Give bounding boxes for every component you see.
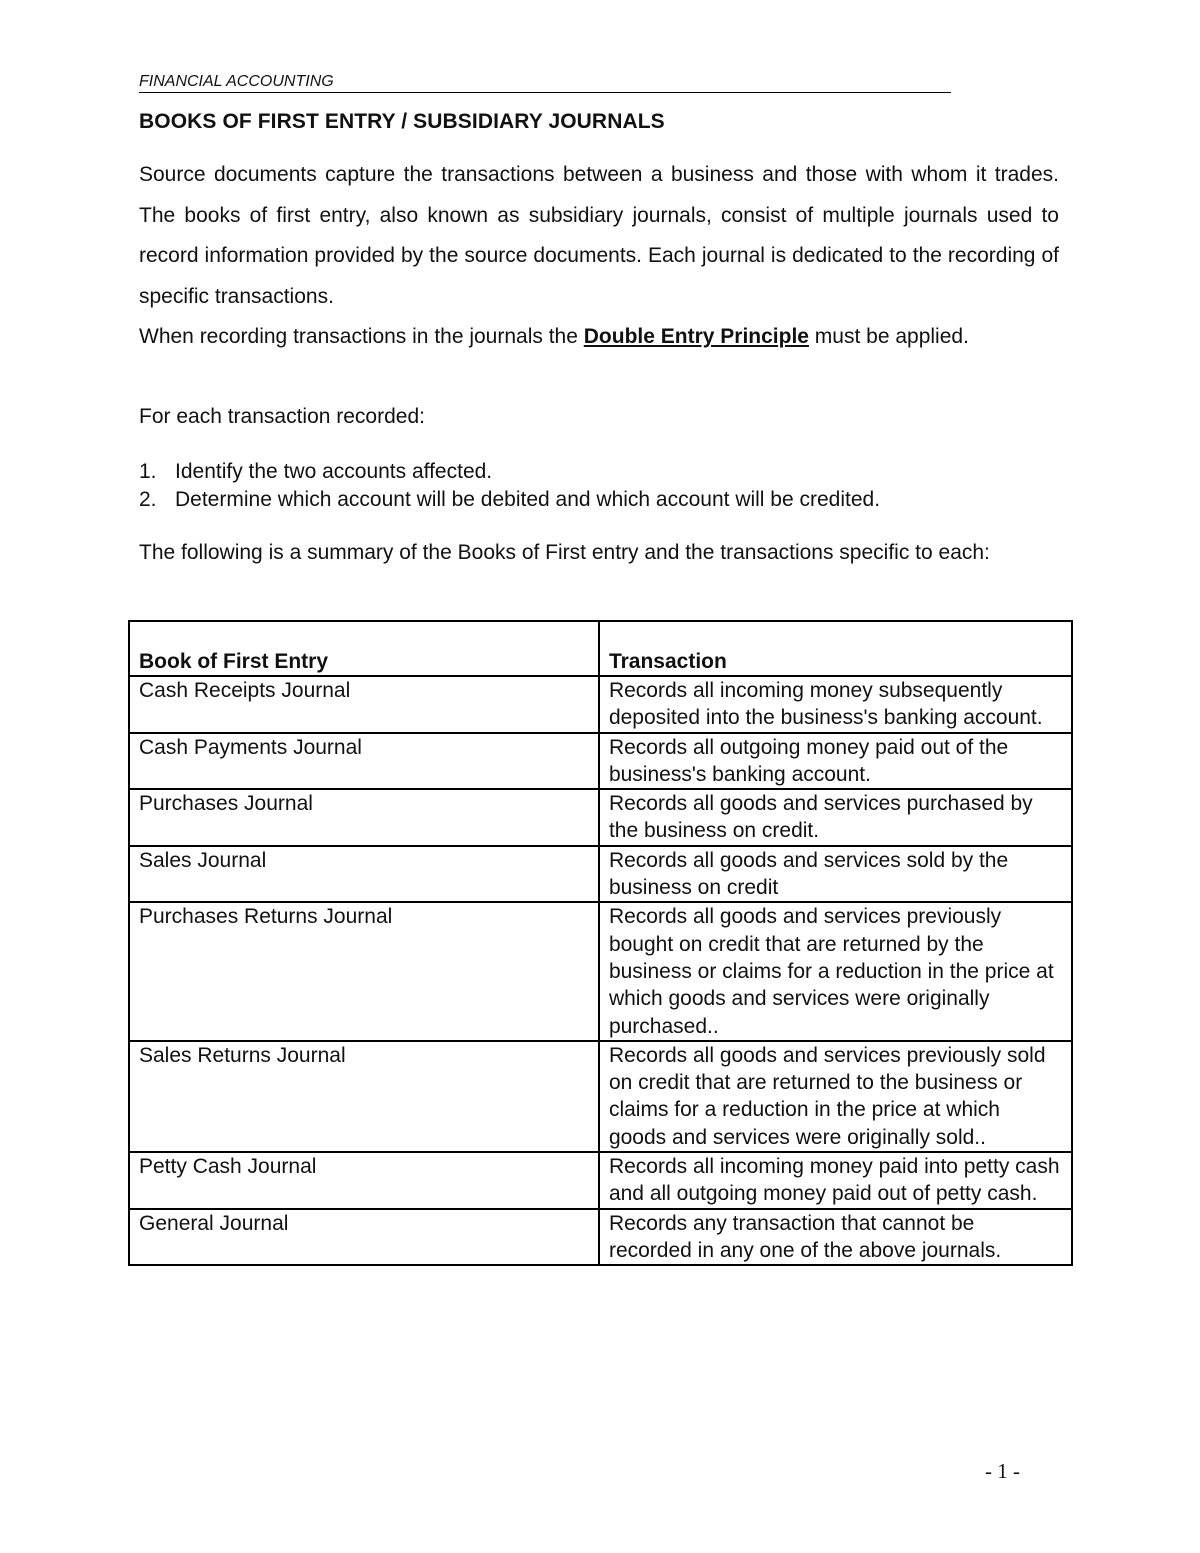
journals-table	[128, 620, 1073, 1266]
for-each-heading: For each transaction recorded:	[139, 405, 425, 428]
transaction-cell: Records all goods and services purchased by the business on credit.	[599, 789, 1072, 846]
table-row	[129, 1041, 1072, 1152]
book-cell: Sales Returns Journal	[129, 1041, 599, 1152]
step-number: 1.	[139, 460, 157, 483]
list-item	[139, 486, 1059, 514]
step-text: Determine which account will be debited and which account will be credited.	[175, 488, 881, 511]
column-header-transaction: Transaction	[599, 621, 1072, 676]
column-header-book: Book of First Entry	[129, 621, 599, 676]
book-cell: General Journal	[129, 1209, 599, 1266]
table-row	[129, 1209, 1072, 1266]
table-header-row	[129, 621, 1072, 676]
transaction-cell: Records all incoming money subsequently deposited into the business's banking account.	[599, 676, 1072, 733]
document-title: BOOKS OF FIRST ENTRY / SUBSIDIARY JOURNALS	[139, 110, 665, 133]
step-text: Identify the two accounts affected.	[175, 460, 493, 483]
page-number: - 1 -	[985, 1459, 1020, 1483]
transaction-cell: Records all goods and services previously sold on credit that are returned to the business or claims for a reduction in the price at which goods and services were originally sold..	[599, 1041, 1072, 1152]
step-number: 2.	[139, 488, 157, 511]
transaction-cell: Records all incoming money paid into petty cash and all outgoing money paid out of petty cash.	[599, 1152, 1072, 1209]
table-row	[129, 789, 1072, 846]
transaction-cell: Records all goods and services previously bought on credit that are returned by the business or claims for a reduction in the price at which goods and services were originally purchased..	[599, 902, 1072, 1040]
running-header: FINANCIAL ACCOUNTING	[139, 72, 951, 93]
principle-paragraph	[139, 323, 1059, 351]
double-entry-principle-term: Double Entry Principle	[583, 325, 809, 348]
list-item	[139, 458, 1059, 486]
transaction-cell: Records all goods and services sold by the business on credit	[599, 846, 1072, 903]
book-cell: Cash Receipts Journal	[129, 676, 599, 733]
table-row	[129, 676, 1072, 733]
book-cell: Purchases Returns Journal	[129, 902, 599, 1040]
book-cell: Purchases Journal	[129, 789, 599, 846]
book-cell: Cash Payments Journal	[129, 733, 599, 790]
intro-paragraph: Source documents capture the transactions between a business and those with whom it trades. The books of first entry, also known as subsidiary journals, consist of multiple journals used to record information provided by the source documents. Each journal is dedicated to the recording of specific transactions.	[139, 163, 1059, 308]
principle-text-before: When recording transactions in the journals the	[139, 325, 584, 348]
table-row	[129, 733, 1072, 790]
table-row	[129, 1152, 1072, 1209]
book-cell: Sales Journal	[129, 846, 599, 903]
transaction-cell: Records any transaction that cannot be recorded in any one of the above journals.	[599, 1209, 1072, 1266]
principle-text-after: must be applied.	[808, 325, 969, 348]
summary-paragraph: The following is a summary of the Books of First entry and the transactions specific to each:	[139, 541, 990, 564]
table-row	[129, 902, 1072, 1040]
steps-list	[139, 458, 1059, 514]
book-cell: Petty Cash Journal	[129, 1152, 599, 1209]
table-row	[129, 846, 1072, 903]
transaction-cell: Records all outgoing money paid out of the business's banking account.	[599, 733, 1072, 790]
